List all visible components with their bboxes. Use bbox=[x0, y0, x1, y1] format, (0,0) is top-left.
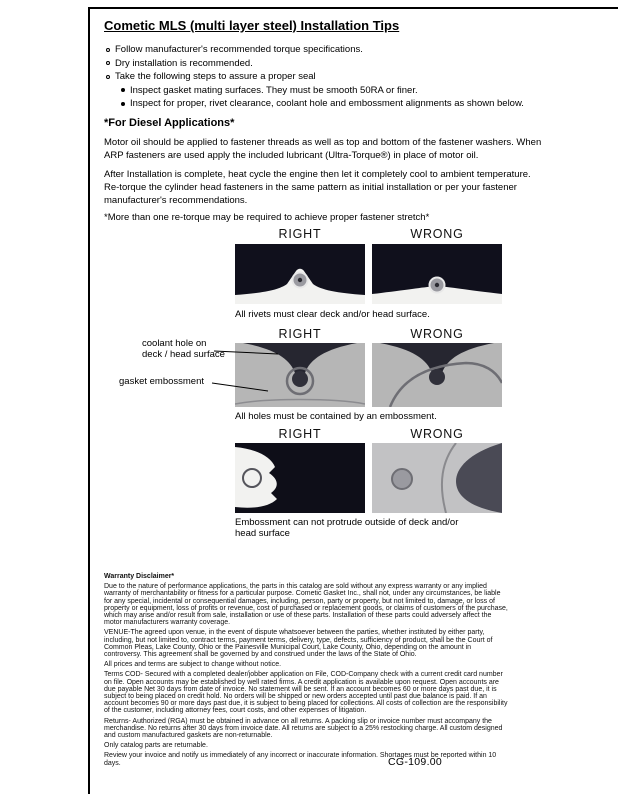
sub-list-item bbox=[121, 85, 586, 97]
callout-text: deck / head surface bbox=[142, 349, 225, 360]
open-bullet-icon bbox=[106, 61, 110, 65]
legal-paragraph: Only catalog parts are returnable. bbox=[104, 742, 208, 750]
open-bullet-icon bbox=[106, 48, 110, 52]
legal-paragraph: Due to the nature of performance applications, the parts in this catalog are sold without any express warranty or any implied warranty of merchantability or fitness for a particular purpose. Cometic Gasket Inc., shall not, under any circumstances, be liable for any special, incidental or consequential damages, including, person, party or property, but not limited to, damage, or loss of property or equipment, loss of profits or revenue, cost of purchased or replacement goods, or claims of customers of the purchase, which may arise and/or result from sale, installation or use of these parts. Installation of these parts could adversely affect the motor manufacturers warranty coverage. bbox=[104, 583, 508, 627]
page-code: CG-109.00 bbox=[388, 756, 443, 768]
legal-paragraph: Review your invoice and notify us immediately of any incorrect or inaccurate information. Shortages must be reported within 10 days. bbox=[104, 752, 497, 767]
open-bullet-icon bbox=[106, 75, 110, 79]
legal-paragraph: Terms COD- Secured with a completed dealer/jobber application on File, COD-Company check with a current credit card number on file. Open accounts may be established by well rated firms. A credit application is available upon request. Open accounts are due payable Net 30 days from date of invoice. No statement will be sent. If an account becomes 60 or more days past due, it is subject to being placed on credit hold. No orders will be shipped or new orders accepted until past due balance is paid. If an account becomes 90 or more days past due, it is subject to being placed for collections. All costs of collection are the responsibility of the customer, including attorney fees, court costs, and other expenses of litigation. bbox=[104, 671, 508, 715]
rivet-clear-right-diagram bbox=[235, 244, 365, 304]
callout-pointer-lines bbox=[100, 335, 300, 405]
diagram-caption-embossment: Embossment can not protrude outside of deck and/or head surface bbox=[235, 517, 459, 539]
page-border-top bbox=[88, 7, 618, 9]
right-label-row1: RIGHT bbox=[278, 227, 322, 241]
legal-paragraph: All prices and terms are subject to change without notice. bbox=[104, 661, 282, 669]
embossment-wrong-diagram bbox=[372, 443, 502, 513]
list-item bbox=[106, 58, 586, 70]
rivet-clear-right-image bbox=[235, 244, 365, 304]
legal-paragraph: VENUE-The agreed upon venue, in the event of dispute whatsoever between the parties, whether instituted by either party, including, but not limited to, contract terms, payment terms, delivery, type, defects, sufficiency of product, shall be the Court of Common Pleas, Lake County, Ohio or the Painesville Municipal Court, Lake County, Ohio, depending on the amount in controversy. This agreement shall be governed by and construed under the laws of the State of Ohio. bbox=[104, 629, 493, 659]
tip-text: Dry installation is recommended. bbox=[115, 57, 253, 69]
page-title: Cometic MLS (multi layer steel) Installation Tips bbox=[104, 18, 400, 33]
wrong-label-row3: WRONG bbox=[410, 427, 464, 441]
paragraph-motor-oil: Motor oil should be applied to fastener threads as well as top and bottom of the fastener washers. When ARP fasteners are used apply the included lubricant (Ultra-Torque®) in place of motor oil. bbox=[104, 137, 542, 161]
tip-text: Inspect gasket mating surfaces. They must be smooth 50RA or finer. bbox=[130, 84, 418, 96]
coolant-hole-wrong-image bbox=[372, 343, 502, 407]
coolant-hole-wrong-diagram bbox=[372, 343, 502, 407]
paragraph-heat-cycle: After Installation is complete, heat cycle the engine then let it completely cool to ambient temperature. Re-torque the cylinder head fasteners in the same pattern as initial installation or per your fastener manufacturer's recommendations. bbox=[104, 169, 531, 206]
right-label-row3: RIGHT bbox=[278, 427, 322, 441]
diagram-caption-holes: All holes must be contained by an embossment. bbox=[235, 411, 437, 422]
embossment-right-image bbox=[235, 443, 365, 513]
filled-bullet-icon bbox=[121, 88, 125, 92]
diagram-caption-rivets: All rivets must clear deck and/or head surface. bbox=[235, 309, 430, 320]
gasket-embossment-callout: gasket embossment bbox=[119, 376, 205, 387]
wrong-label-row2: WRONG bbox=[410, 327, 464, 341]
warranty-disclaimer-heading: Warranty Disclaimer* bbox=[104, 573, 175, 580]
tips-list bbox=[106, 44, 586, 112]
tip-text: Take the following steps to assure a proper seal bbox=[115, 71, 316, 82]
list-item bbox=[106, 71, 586, 83]
wrong-label-row1: WRONG bbox=[410, 227, 464, 241]
filled-bullet-icon bbox=[121, 102, 125, 106]
rivet-clear-wrong-image bbox=[372, 244, 502, 304]
tip-text: Follow manufacturer's recommended torque specifications. bbox=[115, 44, 363, 55]
embossment-right-diagram bbox=[235, 443, 365, 513]
paragraph-retorque-note: *More than one re-torque may be required to achieve proper fastener stretch* bbox=[104, 212, 430, 223]
callout-text: coolant hole on bbox=[142, 338, 207, 349]
list-item bbox=[106, 44, 586, 56]
sub-list-item bbox=[121, 98, 586, 110]
rivet-clear-wrong-diagram bbox=[372, 244, 502, 304]
legal-section bbox=[104, 573, 510, 770]
embossment-wrong-image bbox=[372, 443, 502, 513]
tip-text: Inspect for proper, rivet clearance, coolant hole and embossment alignments as shown below. bbox=[130, 98, 524, 109]
right-label-row2: RIGHT bbox=[278, 327, 322, 341]
page-border-left bbox=[88, 7, 90, 794]
diesel-applications-heading: *For Diesel Applications* bbox=[104, 117, 235, 129]
legal-paragraph: Returns- Authorized (RGA) must be obtained in advance on all returns. A packing slip or invoice number must accompany the merchandise. No returns after 30 days from invoice date. All returns are subject to a 25% restocking charge. All custom designed and custom manufactured gaskets are non-returnable. bbox=[104, 717, 503, 740]
